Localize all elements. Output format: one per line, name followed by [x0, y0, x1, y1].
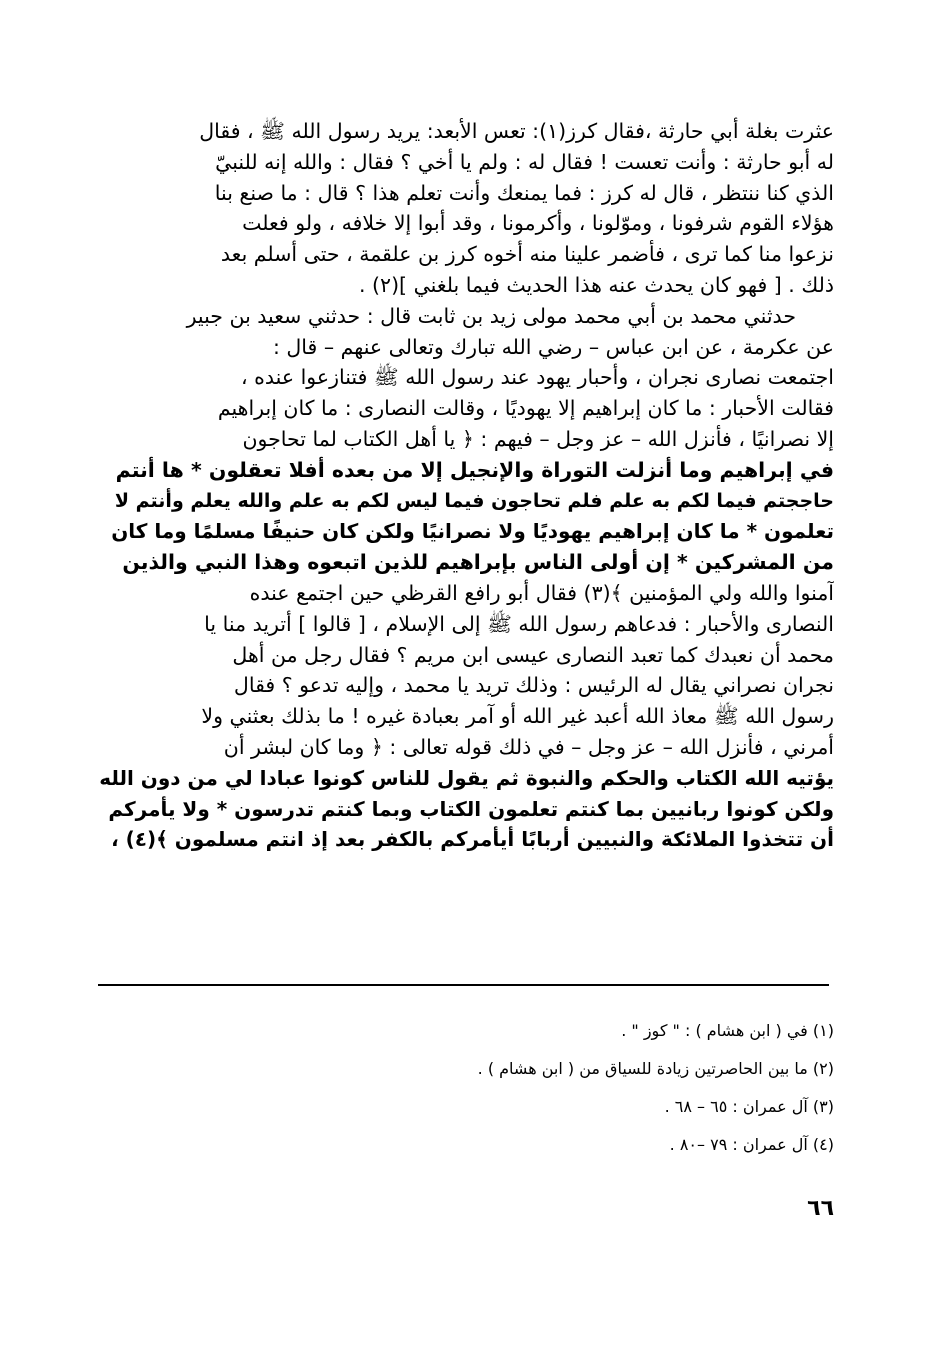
text-line: حدثني محمد بن أبي محمد مولى زيد بن ثابت قال : حدثني سعيد بن جبير: [186, 303, 796, 328]
text-line: في إبراهيم وما أنزلت التوراة والإنجيل إلا من بعده أفلا تعقلون * ها أنتم: [115, 457, 834, 482]
main-text: [98, 116, 834, 855]
footnotes: [300, 1012, 834, 1164]
footnote-2: (٢) ما بين الحاصرتين زيادة للسياق من ( ابن هشام ) .: [477, 1059, 834, 1078]
text-line: يؤتيه الله الكتاب والحكم والنبوة ثم يقول للناس كونوا عبادا لي من دون الله: [99, 765, 834, 790]
text-line: هؤلاء القوم شرفونا ، وموّلونا ، وأكرمونا ، وقد أبوا إلا خلافه ، ولو فعلت: [242, 211, 834, 236]
text-line: من المشركين * إن أولى الناس بإبراهيم للذين اتبعوه وهذا النبي والذين: [122, 550, 834, 575]
text-line: النصارى والأحبار : فدعاهم رسول الله ﷺ إلى الإسلام ، [ قالوا ] أتريد منا يا: [204, 611, 834, 636]
page-number: ٦٦: [807, 1196, 834, 1221]
text-line: له أبو حارثة : وأنت تعست ! فقال له : ولم يا أخي ؟ فقال : والله إنه للنبيّ: [215, 149, 834, 174]
text-line: اجتمعت نصارى نجران ، وأحبار يهود عند رسول الله ﷺ فتنازعوا عنده ،: [241, 365, 834, 390]
text-line: ذلك . [ فهو كان يحدث عنه هذا الحديث فيما بلغني ](٢) .: [359, 272, 834, 297]
footnote-3: (٣) آل عمران : ٦٥ – ٦٨ .: [664, 1097, 834, 1116]
text-line: محمد أن نعبدك كما تعبد النصارى عيسى ابن مريم ؟ فقال رجل من أهل: [232, 642, 834, 667]
text-line: تعلمون * ما كان إبراهيم يهوديًا ولا نصرانيًا ولكن كان حنيفًا مسلمًا وما كان: [111, 519, 834, 544]
text-line: رسول الله ﷺ معاذ الله أعبد غير الله أو آمر بعبادة غيره ! ما بذلك بعثني ولا: [201, 704, 834, 729]
text-line: أمرني ، فأنزل الله – عز وجل – في ذلك قوله تعالى : ﴿ وما كان لبشر أن: [223, 734, 834, 759]
text-line: حاججتم فيما لكم به علم فلم تحاجون فيما ليس لكم به علم والله يعلم وأنتم لا: [114, 489, 834, 512]
text-line: نجران نصراني يقال له الرئيس : وذلك تريد يا محمد ، وإليه تدعو ؟ فقال: [233, 673, 834, 698]
text-line: ولكن كونوا ربانيين بما كنتم تعلمون الكتاب وبما كنتم تدرسون * ولا يأمركم: [108, 796, 834, 821]
text-line: أن تتخذوا الملائكة والنبيين أربابًا أيأمركم بالكفر بعد إذ انتم مسلمون ﴾(٤) ،: [111, 827, 834, 852]
text-line: عن عكرمة ، عن ابن عباس – رضي الله تبارك وتعالى عنهم – قال :: [272, 334, 834, 359]
footnote-4: (٤) آل عمران : ٧٩ –٨٠ .: [669, 1135, 834, 1154]
text-line: عثرت بغلة أبي حارثة ،فقال كرز(١): تعس الأبعد: يريد رسول الله ﷺ ، فقال: [199, 119, 834, 143]
footnote-separator: [98, 984, 829, 986]
text-line: نزعوا منا كما ترى ، فأضمر علينا منه أخوه كرز بن علقمة ، حتى أسلم بعد: [220, 242, 834, 267]
text-line: إلا نصرانيًا ، فأنزل الله – عز وجل – فيهم : ﴿ يا أهل الكتاب لما تحاجون: [242, 426, 834, 451]
text-line: الذي كنا ننتظر ، قال له كرز : فما يمنعك وأنت تعلم هذا ؟ قال : ما صنع بنا: [214, 180, 834, 205]
text-line: فقالت الأحبار : ما كان إبراهيم إلا يهوديًا ، وقالت النصارى : ما كان إبراهيم: [217, 396, 834, 421]
text-line: آمنوا والله ولي المؤمنين ﴾(٣) فقال أبو رافع القرظي حين اجتمع عنده: [249, 580, 834, 605]
footnote-1: (١) في ( ابن هشام ) : " كوز " .: [621, 1021, 834, 1040]
